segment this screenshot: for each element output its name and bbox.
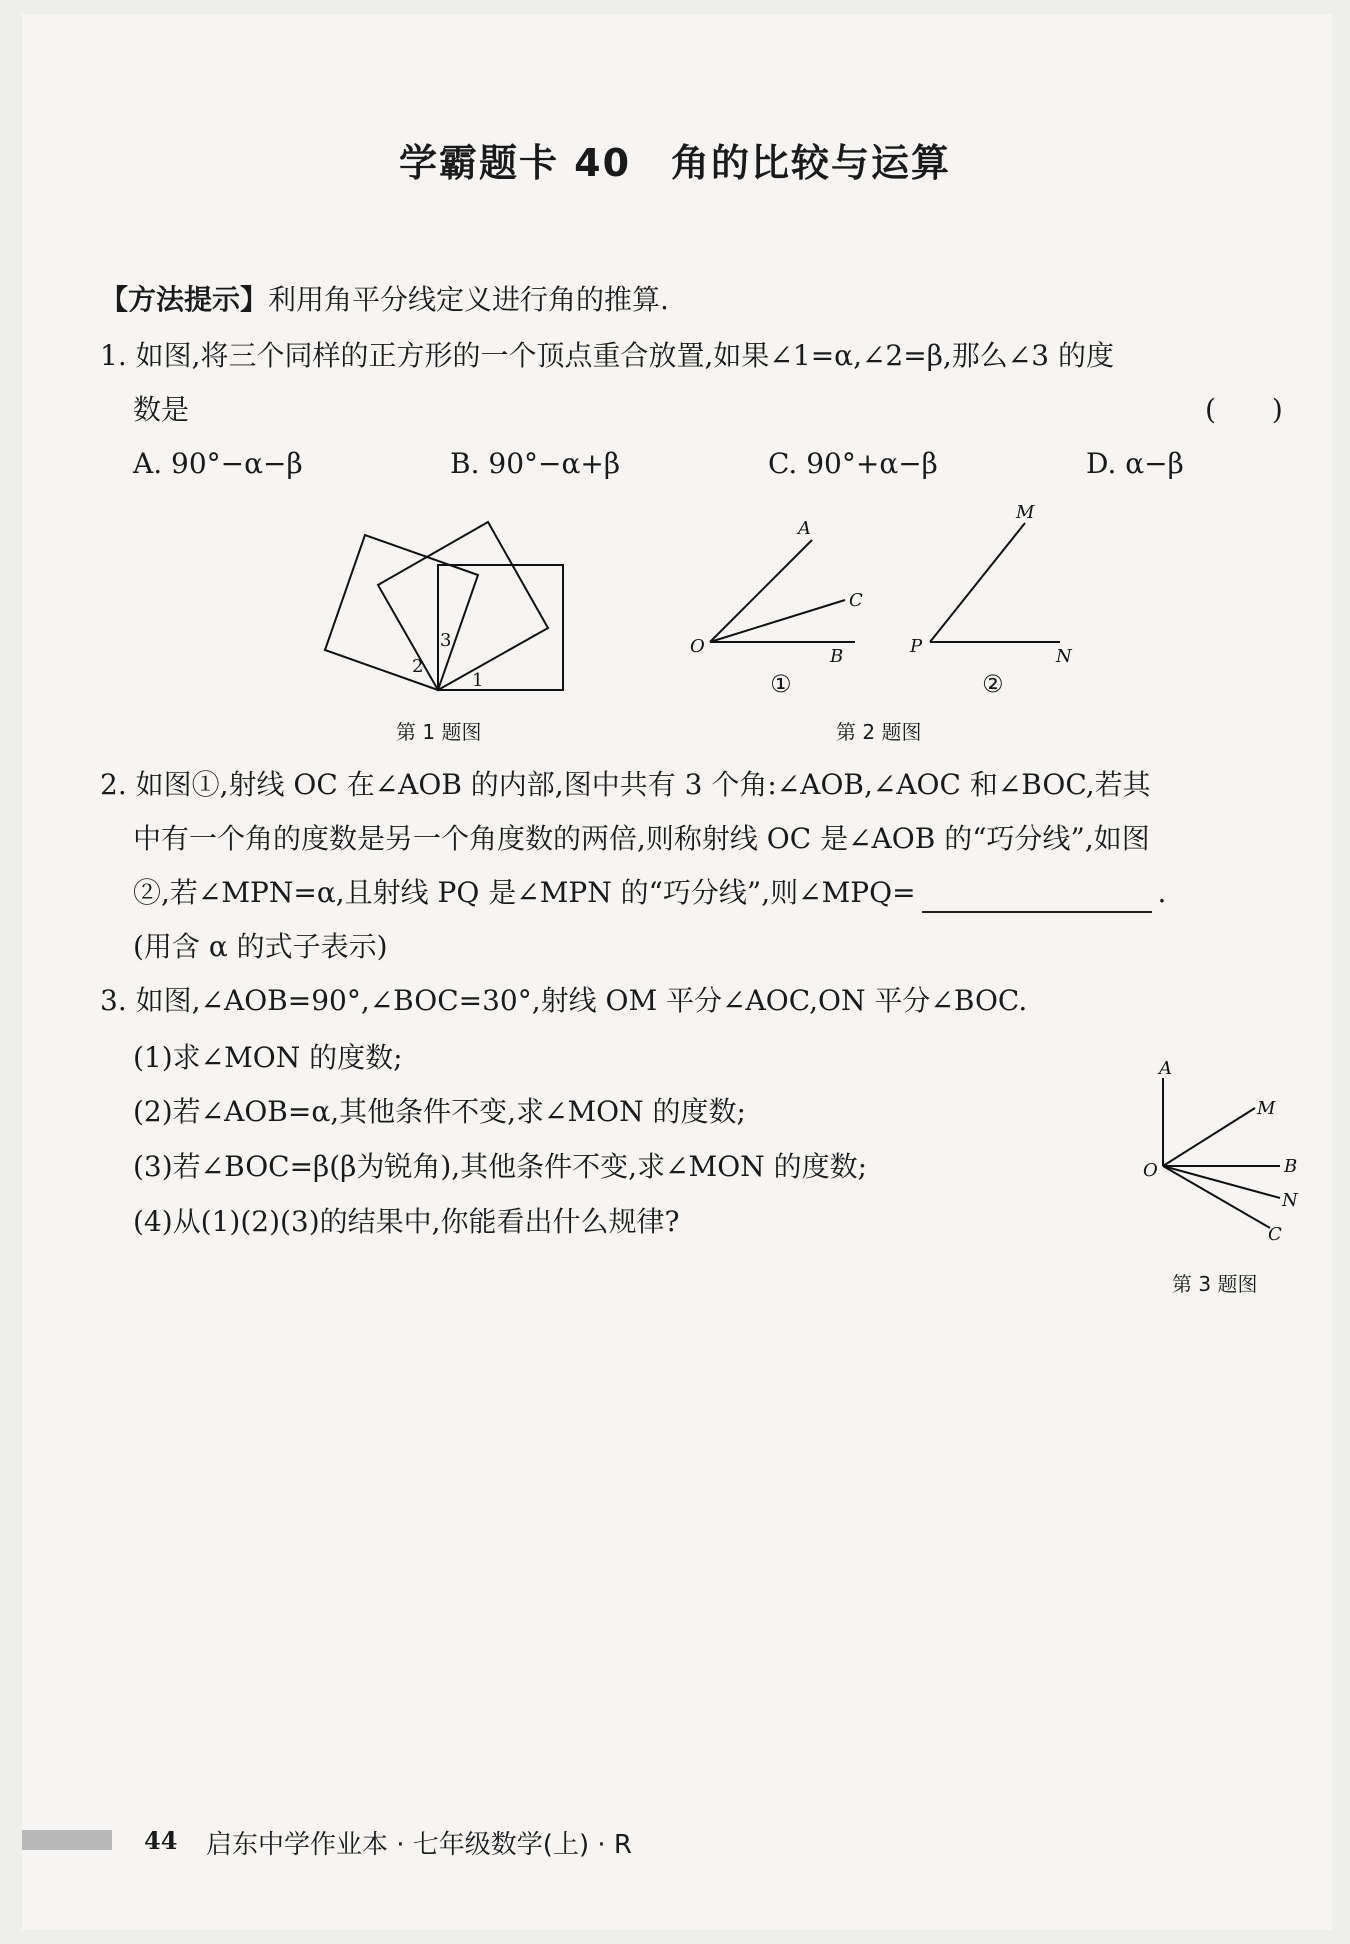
q1-answer-paren: ( ) [1205, 393, 1283, 426]
q2-line3-end: . [1157, 876, 1167, 909]
fig2-caption: 第 2 题图 [836, 720, 922, 744]
q3-sub1: (1)求∠MON 的度数; [133, 1041, 403, 1074]
fig1-caption: 第 1 题图 [396, 720, 482, 744]
fig2-label-c: C [849, 590, 863, 611]
fig2-label-m: M [1016, 502, 1035, 523]
fig1-label-1: 1 [472, 670, 484, 691]
q1-option-c: C. 90°+α−β [768, 447, 938, 480]
fig3-label-b: B [1284, 1156, 1298, 1177]
q2-line3-text: ②,若∠MPN=α,且射线 PQ 是∠MPN 的“巧分线”,则∠MPQ= [133, 876, 916, 909]
fig3-label-o: O [1143, 1160, 1158, 1181]
page-number: 44 [144, 1826, 178, 1855]
fig3-label-n: N [1282, 1190, 1298, 1211]
fig3-label-a: A [1159, 1058, 1172, 1079]
book-title: 启东中学作业本 · 七年级数学(上) · R [206, 1830, 632, 1860]
fig2-label-b: B [830, 646, 844, 667]
q1-option-d: D. α−β [1086, 447, 1184, 480]
fig3-caption: 第 3 题图 [1172, 1272, 1258, 1296]
q2-line1: 2. 如图①,射线 OC 在∠AOB 的内部,图中共有 3 个角:∠AOB,∠AOC 和∠BOC,若其 [100, 768, 1151, 801]
q1-option-a: A. 90°−α−β [133, 447, 303, 480]
fig2-sub2: ② [982, 670, 1004, 698]
tip-text: 利用角平分线定义进行角的推算. [268, 283, 669, 316]
fig1-label-3: 3 [440, 630, 452, 651]
q3-line1: 3. 如图,∠AOB=90°,∠BOC=30°,射线 OM 平分∠AOC,ON 平分∠BOC. [100, 984, 1028, 1017]
fig2-label-p: P [910, 636, 923, 657]
tip-label: 【方法提示】 [100, 283, 269, 316]
fig3-label-m: M [1257, 1098, 1276, 1119]
fig2-label-a: A [798, 518, 811, 539]
fig2-label-o: O [690, 636, 705, 657]
q3-sub4: (4)从(1)(2)(3)的结果中,你能看出什么规律? [133, 1205, 680, 1238]
q2-line2: 中有一个角的度数是另一个角度数的两倍,则称射线 OC 是∠AOB 的“巧分线”,如图 [133, 822, 1150, 855]
fig3-label-c: C [1268, 1224, 1282, 1245]
fig1-label-2: 2 [412, 656, 424, 677]
q1-option-b: B. 90°−α+β [450, 447, 621, 480]
q3-sub2: (2)若∠AOB=α,其他条件不变,求∠MON 的度数; [133, 1095, 746, 1128]
page-title: 学霸题卡 40 角的比较与运算 [398, 141, 952, 185]
q3-sub3: (3)若∠BOC=β(β为锐角),其他条件不变,求∠MON 的度数; [133, 1150, 868, 1183]
q1-line2: 数是 [133, 393, 190, 426]
q2-line4: (用含 α 的式子表示) [133, 930, 388, 963]
q1-line1: 1. 如图,将三个同样的正方形的一个顶点重合放置,如果∠1=α,∠2=β,那么∠3 的度 [100, 339, 1114, 372]
footer-bar [22, 1830, 112, 1850]
fig2-sub1: ① [770, 670, 792, 698]
fig2-label-n: N [1056, 646, 1072, 667]
